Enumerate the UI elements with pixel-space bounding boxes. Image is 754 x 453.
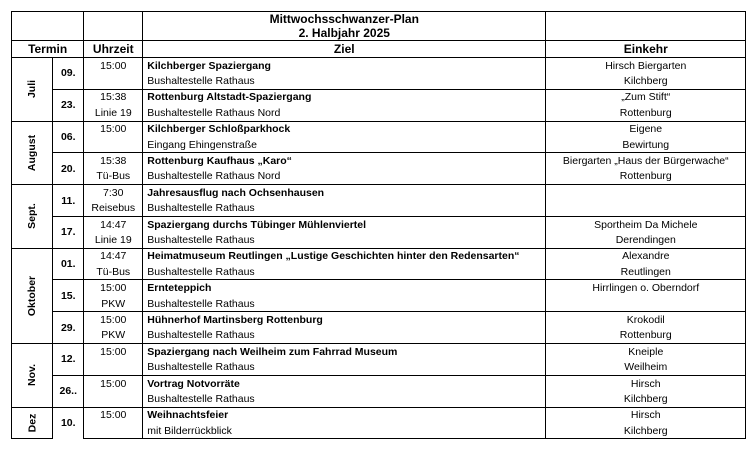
event-time: 14:47 [84,216,143,232]
event-row [12,248,746,264]
blank-cell [84,12,143,41]
header-einkehr: Einkehr [546,41,746,58]
event-detail-row [12,328,746,344]
event-time-note: Linie 19 [84,105,143,121]
title-row [12,12,746,41]
event-stop-place: Derendingen [546,232,746,248]
event-row [12,407,746,423]
event-time: 15:00 [84,280,143,296]
event-stop-name: Kneiple [546,344,746,360]
event-time-note: Reisebus [84,201,143,217]
event-meeting-point: Bushaltestelle Rathaus [143,201,546,217]
event-row [12,121,746,137]
event-time-note [84,423,143,439]
event-detail-row [12,169,746,185]
month-cell [12,248,53,343]
event-stop-place: Kilchberg [546,73,746,89]
event-row [12,280,746,296]
event-stop-name: Sportheim Da Michele [546,216,746,232]
schedule-sheet [11,11,746,439]
event-day: 12. [53,344,84,376]
month-label: Dez [26,413,39,433]
event-title: Jahresausflug nach Ochsenhausen [143,185,546,201]
event-row [12,312,746,328]
event-day: 17. [53,216,84,248]
event-stop-place [546,201,746,217]
event-time-note: Tü-Bus [84,169,143,185]
month-label: Oktober [26,275,39,316]
event-day: 11. [53,185,84,217]
event-time: 15:00 [84,375,143,391]
event-day: 23. [53,89,84,121]
event-row [12,89,746,105]
blank-cell [546,12,746,41]
event-meeting-point: Bushaltestelle Rathaus Nord [143,105,546,121]
event-stop-place: Rottenburg [546,105,746,121]
event-stop-name: „Zum Stift“ [546,89,746,105]
event-time: 15:00 [84,121,143,137]
event-title: Rottenburg Altstadt-Spaziergang [143,89,546,105]
plan-title [143,12,546,41]
month-cell [12,344,53,408]
event-title: Kilchberger Spaziergang [143,58,546,74]
month-cell [12,121,53,185]
column-header-row [12,41,746,58]
event-title: Vortrag Notvorräte [143,375,546,391]
header-uhrzeit: Uhrzeit [84,41,143,58]
event-time-note [84,359,143,375]
event-detail-row [12,423,746,439]
event-stop-name: Eigene [546,121,746,137]
event-meeting-point: Eingang Ehingenstraße [143,137,546,153]
event-stop-name: Krokodil [546,312,746,328]
event-row [12,216,746,232]
event-stop-place: Weilheim [546,359,746,375]
event-meeting-point: Bushaltestelle Rathaus [143,264,546,280]
schedule-table [11,11,746,439]
event-meeting-point: Bushaltestelle Rathaus [143,391,546,407]
event-day: 20. [53,153,84,185]
event-meeting-point: Bushaltestelle Rathaus [143,328,546,344]
event-row [12,153,746,169]
event-title: Weihnachtsfeier [143,407,546,423]
blank-cell [12,12,84,41]
event-title: Heimatmuseum Reutlingen „Lustige Geschichten hinter den Redensarten“ [143,248,546,264]
event-time: 15:38 [84,89,143,105]
event-meeting-point: Bushaltestelle Rathaus [143,359,546,375]
event-stop-name: Hirrlingen o. Oberndorf [546,280,746,296]
event-time-note [84,73,143,89]
event-stop-place: Rottenburg [546,328,746,344]
event-stop-name: Biergarten „Haus der Bürgerwache“ [546,153,746,169]
subtitle-text: 2. Halbjahr 2025 [298,26,390,40]
event-time-note: Linie 19 [84,232,143,248]
event-detail-row [12,264,746,280]
event-title: Spaziergang nach Weilheim zum Fahrrad Museum [143,344,546,360]
month-label: Nov. [26,364,39,387]
event-meeting-point: Bushaltestelle Rathaus [143,73,546,89]
event-time: 15:00 [84,407,143,423]
event-stop-place: Bewirtung [546,137,746,153]
event-day: 01. [53,248,84,280]
event-time-note: PKW [84,328,143,344]
month-label: Sept. [26,203,39,230]
event-row [12,185,746,201]
event-stop-place: Kilchberg [546,391,746,407]
event-time: 15:38 [84,153,143,169]
event-title: Hühnerhof Martinsberg Rottenburg [143,312,546,328]
event-time: 14:47 [84,248,143,264]
event-day: 09. [53,58,84,90]
event-stop-name [546,185,746,201]
month-cell [12,185,53,249]
event-day: 15. [53,280,84,312]
event-stop-name: Hirsch Biergarten [546,58,746,74]
event-detail-row [12,73,746,89]
month-label: Juli [26,80,39,99]
event-day: 29. [53,312,84,344]
event-meeting-point: mit Bilderrückblick [143,423,546,439]
event-meeting-point: Bushaltestelle Rathaus [143,296,546,312]
event-title: Spaziergang durchs Tübinger Mühlenviertel [143,216,546,232]
event-row [12,58,746,74]
event-stop-place: Kilchberg [546,423,746,439]
header-ziel: Ziel [143,41,546,58]
event-day: 06. [53,121,84,153]
month-cell [12,58,53,122]
event-time-note: Tü-Bus [84,264,143,280]
event-time-note [84,391,143,407]
event-detail-row [12,201,746,217]
event-stop-name: Hirsch [546,375,746,391]
event-time-note [84,137,143,153]
event-detail-row [12,232,746,248]
event-day: 26.. [53,375,84,407]
event-stop-name: Alexandre [546,248,746,264]
event-title: Ernteteppich [143,280,546,296]
event-time: 15:00 [84,344,143,360]
event-time: 15:00 [84,312,143,328]
event-stop-place: Reutlingen [546,264,746,280]
event-detail-row [12,391,746,407]
month-cell [12,407,53,439]
event-detail-row [12,359,746,375]
title-text: Mittwochsschwanzer-Plan [269,12,419,26]
month-label: August [26,134,39,171]
event-meeting-point: Bushaltestelle Rathaus [143,232,546,248]
event-stop-place [546,296,746,312]
event-detail-row [12,137,746,153]
header-termin: Termin [12,41,84,58]
event-detail-row [12,105,746,121]
event-detail-row [12,296,746,312]
event-stop-name: Hirsch [546,407,746,423]
event-stop-place: Rottenburg [546,169,746,185]
event-day: 10. [53,407,84,439]
event-row [12,344,746,360]
event-row [12,375,746,391]
event-meeting-point: Bushaltestelle Rathaus Nord [143,169,546,185]
event-time: 15:00 [84,58,143,74]
event-title: Rottenburg Kaufhaus „Karo“ [143,153,546,169]
event-title: Kilchberger Schloßparkhock [143,121,546,137]
event-time: 7:30 [84,185,143,201]
event-time-note: PKW [84,296,143,312]
